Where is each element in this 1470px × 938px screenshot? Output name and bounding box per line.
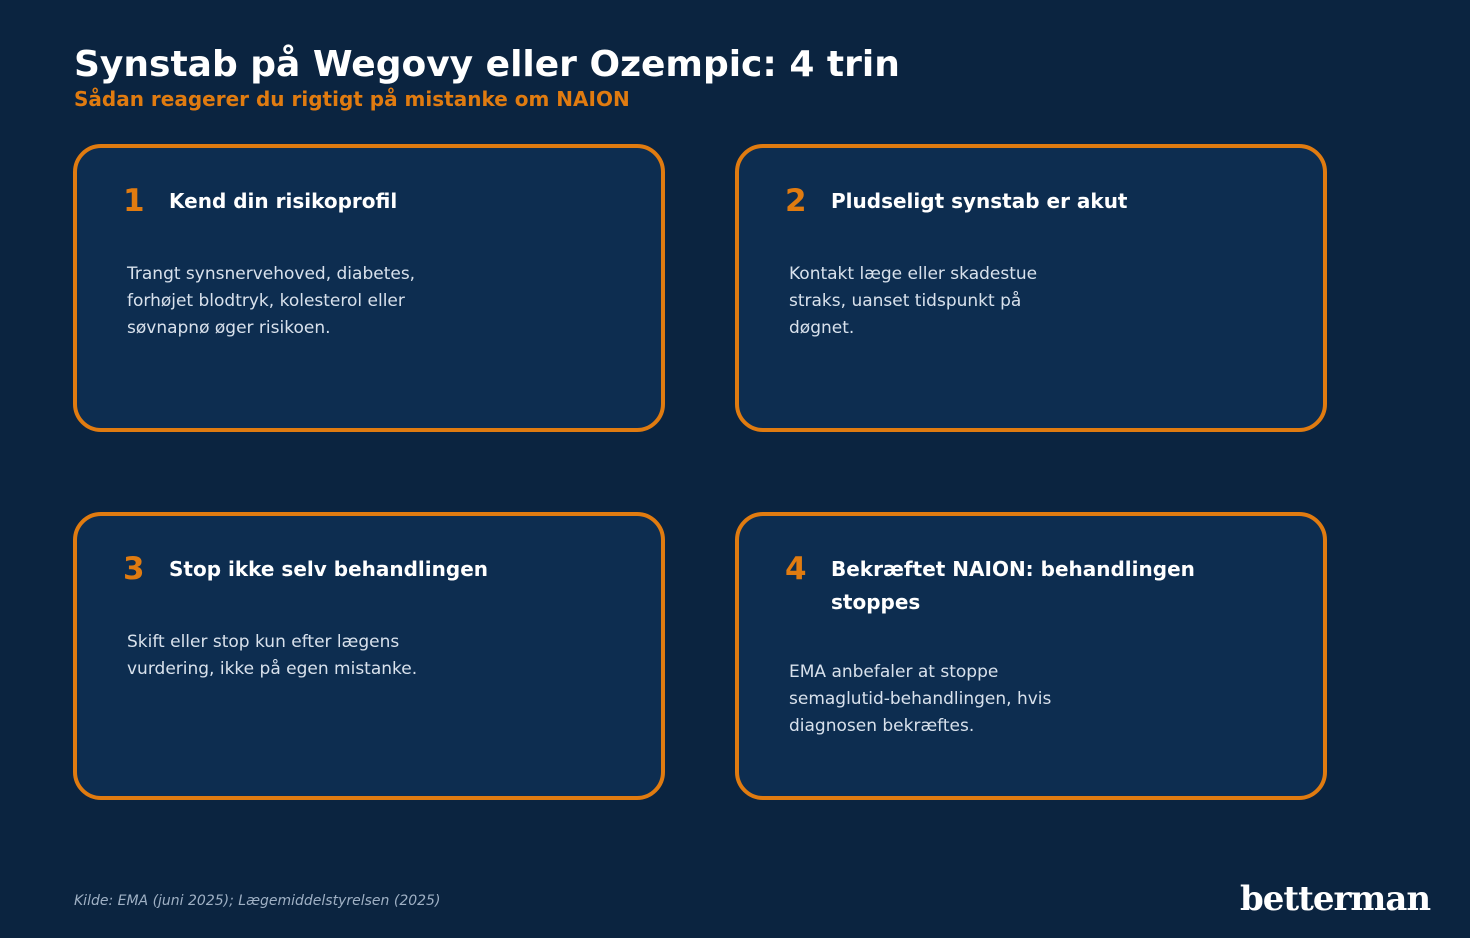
step-number: 2	[785, 183, 807, 219]
step-card-4	[735, 512, 1327, 800]
step-description: Skift eller stop kun efter lægens vurdering, ikke på egen mistanke.	[127, 632, 418, 679]
step-number: 3	[123, 551, 145, 587]
step-number: 4	[785, 551, 807, 587]
brand-logo: betterman	[1240, 879, 1431, 919]
step-card-1	[73, 144, 665, 432]
step-card-2	[735, 144, 1327, 432]
page-title: Synstab på Wegovy eller Ozempic: 4 trin	[74, 44, 900, 85]
step-heading: Bekræftet NAION: behandlingen stoppes	[831, 557, 1195, 614]
step-description: EMA anbefaler at stoppe semaglutid-behandlingen, hvis diagnosen bekræftes.	[789, 662, 1052, 736]
step-heading: Pludseligt synstab er akut	[831, 189, 1128, 213]
step-description: Kontakt læge eller skadestue straks, uanset tidspunkt på døgnet.	[789, 264, 1038, 338]
step-number: 1	[123, 183, 145, 219]
step-heading: Kend din risikoprofil	[169, 189, 398, 213]
page-subtitle: Sådan reagerer du rigtigt på mistanke om NAION	[74, 87, 630, 111]
source-note: Kilde: EMA (juni 2025); Lægemiddelstyrelsen (2025)	[74, 893, 441, 909]
step-card-3	[73, 512, 665, 800]
step-heading: Stop ikke selv behandlingen	[169, 557, 488, 581]
step-description: Trangt synsnervehoved, diabetes, forhøjet blodtryk, kolesterol eller søvnapnø øger risikoen.	[127, 264, 416, 338]
